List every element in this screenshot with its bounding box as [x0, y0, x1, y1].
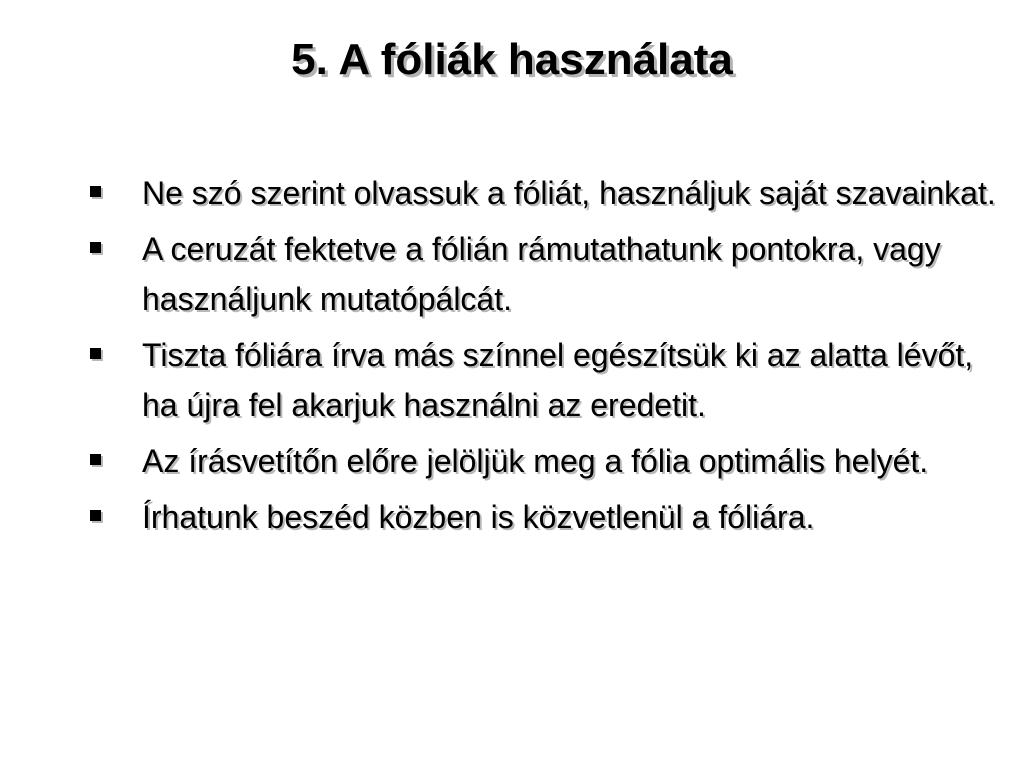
bullet-item [88, 168, 1008, 218]
square-bullet-icon [90, 186, 101, 197]
square-bullet-icon [90, 348, 101, 359]
square-bullet-icon [90, 454, 101, 465]
bullet-item [88, 330, 1008, 430]
square-bullet-icon [90, 510, 101, 521]
slide-title: 5. A fóliák használata [291, 35, 733, 84]
square-bullet-icon [90, 242, 101, 253]
bullet-item [88, 224, 1008, 324]
bullet-text: Írhatunk beszéd közben is közvetlenül a fóliára. [142, 499, 815, 535]
bullet-item [88, 436, 1008, 486]
bullet-text: Ne szó szerint olvassuk a fóliát, használjuk saját szavainkat. [142, 175, 996, 211]
bullet-text: A ceruzát fektetve a fólián rámutathatunk pontokra, vagy használjunk mutatópálcát. [142, 231, 941, 317]
bullet-text: Az írásvetítőn előre jelöljük meg a fólia optimális helyét. [142, 443, 929, 479]
bullet-item [88, 492, 1008, 542]
bullet-list [88, 168, 1008, 548]
bullet-text: Tiszta fóliára írva más színnel egészítsük ki az alatta lévőt, ha újra fel akarjuk használni az eredetit. [142, 337, 974, 423]
